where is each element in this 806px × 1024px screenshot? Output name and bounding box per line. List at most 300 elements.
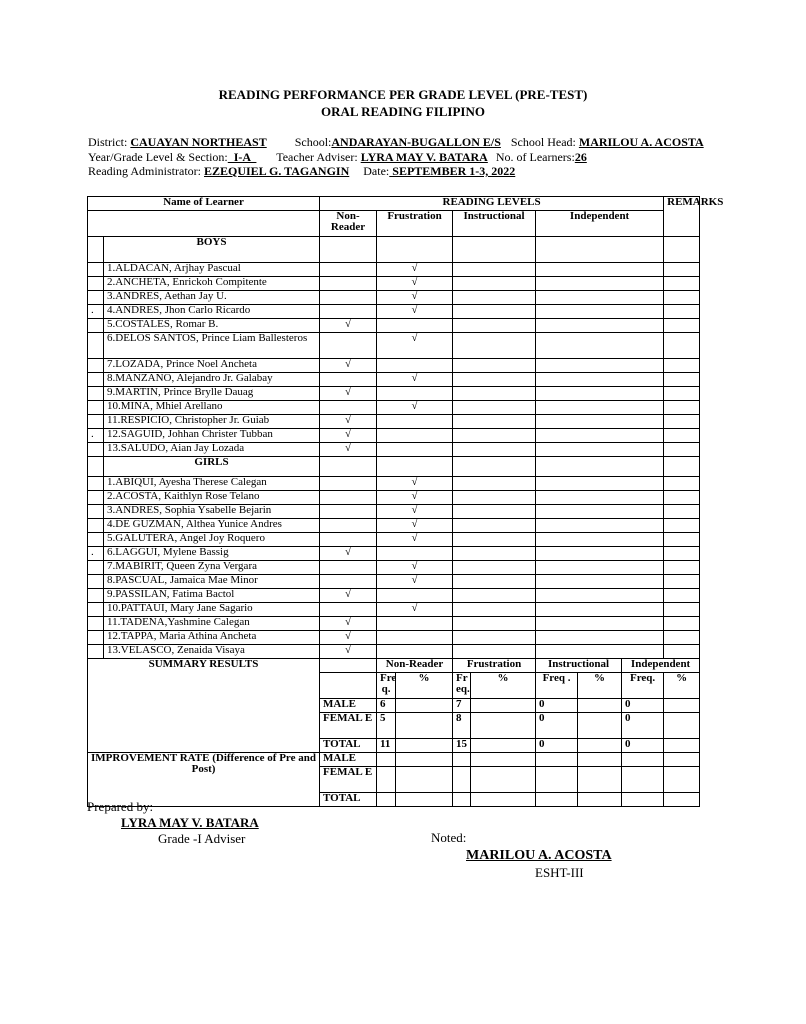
summary-percent-value <box>578 739 622 753</box>
summary-freq-value: 11 <box>377 739 396 753</box>
learner-row <box>88 401 700 415</box>
independent-cell <box>536 277 664 291</box>
instructional-cell <box>453 263 536 277</box>
summary-row-label: TOTAL <box>320 739 377 753</box>
learner-row <box>88 277 700 291</box>
date-label: Date: <box>363 164 390 178</box>
independent-summary-header: Independent <box>622 659 700 673</box>
check-mark: √ <box>377 477 453 491</box>
improvement-cell <box>453 753 471 767</box>
grade-label: Year/Grade Level & Section: <box>88 150 228 164</box>
learner-row <box>88 291 700 305</box>
learner-mark <box>88 387 104 401</box>
independent-cell <box>536 547 664 561</box>
summary-freq-value: 5 <box>377 713 396 739</box>
adviser-signature-name: LYRA MAY V. BATARA <box>121 815 259 830</box>
frustration-cell <box>377 387 453 401</box>
check-mark: √ <box>320 589 377 603</box>
improvement-cell <box>578 793 622 807</box>
instructional-cell <box>453 443 536 457</box>
check-mark: √ <box>377 533 453 547</box>
instructional-cell <box>453 645 536 659</box>
remarks-cell <box>664 617 700 631</box>
learner-name: 12.SAGUID, Johhan Christer Tubban <box>104 429 320 443</box>
check-mark: √ <box>377 373 453 387</box>
learner-mark <box>88 589 104 603</box>
learner-name: 8.PASCUAL, Jamaica Mae Minor <box>104 575 320 589</box>
info-line-grade <box>88 150 587 165</box>
boys-section-label: BOYS <box>104 237 320 263</box>
independent-cell <box>536 561 664 575</box>
summary-percent-value <box>396 739 453 753</box>
summary-freq-value: 15 <box>453 739 471 753</box>
learner-row <box>88 429 700 443</box>
summary-percent-value <box>396 699 453 713</box>
remarks-cell <box>664 387 700 401</box>
improvement-row-label: FEMAL E <box>320 767 377 793</box>
learner-name: 4.DE GUZMAN, Althea Yunice Andres <box>104 519 320 533</box>
improvement-cell <box>377 793 396 807</box>
learner-row <box>88 333 700 359</box>
learner-row <box>88 561 700 575</box>
independent-cell <box>536 429 664 443</box>
non-reader-cell <box>320 561 377 575</box>
instructional-cell <box>453 603 536 617</box>
remarks-cell <box>664 443 700 457</box>
check-mark: √ <box>320 443 377 457</box>
adviser-value: LYRA MAY V. BATARA <box>360 150 488 164</box>
instructional-cell <box>453 505 536 519</box>
remarks-cell <box>664 359 700 373</box>
freq-header: Fre q. <box>377 673 396 699</box>
name-header-spacer <box>88 211 320 237</box>
learner-name: 10.MINA, Mhiel Arellano <box>104 401 320 415</box>
instructional-cell <box>453 477 536 491</box>
learner-mark <box>88 561 104 575</box>
learner-name: 6.DELOS SANTOS, Prince Liam Ballesteros <box>104 333 320 359</box>
learner-row <box>88 359 700 373</box>
check-mark: √ <box>320 415 377 429</box>
independent-cell <box>536 263 664 277</box>
summary-freq-value: 0 <box>536 713 578 739</box>
learner-name: 8.MANZANO, Alejandro Jr. Galabay <box>104 373 320 387</box>
learner-row <box>88 491 700 505</box>
independent-cell <box>536 533 664 547</box>
improvement-cell <box>664 753 700 767</box>
learner-mark <box>88 415 104 429</box>
girls-section-label: GIRLS <box>104 457 320 477</box>
learner-mark <box>88 263 104 277</box>
learner-name: 11.TADENA,Yashmine Calegan <box>104 617 320 631</box>
learner-mark <box>88 491 104 505</box>
improvement-cell <box>622 793 664 807</box>
independent-cell <box>536 305 664 319</box>
percent-header: % <box>664 673 700 699</box>
summary-freq-value: 0 <box>622 739 664 753</box>
remarks-cell <box>664 429 700 443</box>
check-mark: √ <box>320 547 377 561</box>
learner-row <box>88 477 700 491</box>
summary-freq-value: 8 <box>453 713 471 739</box>
learner-name: 1.ALDACAN, Arjhay Pascual <box>104 263 320 277</box>
improvement-cell <box>396 793 453 807</box>
learner-row <box>88 617 700 631</box>
remarks-cell <box>664 291 700 305</box>
frustration-header: Frustration <box>377 211 453 237</box>
learner-name: 2.ACOSTA, Kaithlyn Rose Telano <box>104 491 320 505</box>
instructional-cell <box>453 305 536 319</box>
check-mark: √ <box>377 263 453 277</box>
improvement-cell <box>471 767 536 793</box>
frustration-cell <box>377 429 453 443</box>
summary-results-label: SUMMARY RESULTS <box>88 659 320 753</box>
check-mark: √ <box>320 645 377 659</box>
improvement-cell <box>664 793 700 807</box>
remarks-cell <box>664 477 700 491</box>
learner-mark <box>88 617 104 631</box>
remarks-cell <box>664 575 700 589</box>
non-reader-cell <box>320 603 377 617</box>
remarks-cell <box>664 415 700 429</box>
improvement-cell <box>453 767 471 793</box>
check-mark: √ <box>320 359 377 373</box>
learner-mark: . <box>88 547 104 561</box>
learner-mark <box>88 319 104 333</box>
instructional-cell <box>453 359 536 373</box>
improvement-cell <box>622 753 664 767</box>
learner-name: 3.ANDRES, Sophia Ysabelle Bejarin <box>104 505 320 519</box>
summary-freq-value: 6 <box>377 699 396 713</box>
improvement-cell <box>578 767 622 793</box>
frustration-summary-header: Frustration <box>453 659 536 673</box>
summary-percent-value <box>471 699 536 713</box>
non-reader-cell <box>320 373 377 387</box>
learner-mark <box>88 359 104 373</box>
learner-mark: . <box>88 305 104 319</box>
learner-row <box>88 263 700 277</box>
instructional-cell <box>453 547 536 561</box>
freq-header: Freq. <box>622 673 664 699</box>
independent-cell <box>536 387 664 401</box>
prepared-by-label: Prepared by: <box>87 799 154 814</box>
independent-cell <box>536 373 664 387</box>
improvement-row <box>88 753 700 767</box>
remarks-cell <box>664 533 700 547</box>
learner-name: 12.TAPPA, Maria Athina Ancheta <box>104 631 320 645</box>
remarks-header: REMARKS <box>664 197 700 237</box>
remarks-cell <box>664 561 700 575</box>
improvement-cell <box>377 753 396 767</box>
non-reader-summary-header: Non-Reader <box>377 659 453 673</box>
admin-value: EZEQUIEL G. TAGANGIN <box>204 164 350 178</box>
improvement-cell <box>471 793 536 807</box>
check-mark: √ <box>377 603 453 617</box>
independent-cell <box>536 333 664 359</box>
instructional-cell <box>453 333 536 359</box>
check-mark: √ <box>377 491 453 505</box>
learners-label: No. of Learners: <box>495 150 575 164</box>
non-reader-cell <box>320 519 377 533</box>
info-line-admin <box>88 164 515 179</box>
report-title: READING PERFORMANCE PER GRADE LEVEL (PRE-TEST) <box>218 87 588 102</box>
summary-percent-value <box>664 699 700 713</box>
summary-percent-value <box>471 739 536 753</box>
reading-levels-header: READING LEVELS <box>320 197 664 211</box>
independent-cell <box>536 645 664 659</box>
frustration-cell <box>377 645 453 659</box>
improvement-cell <box>377 767 396 793</box>
improvement-cell <box>396 753 453 767</box>
check-mark: √ <box>320 631 377 645</box>
improvement-cell <box>578 753 622 767</box>
learner-mark <box>88 645 104 659</box>
remarks-cell <box>664 319 700 333</box>
summary-percent-value <box>664 739 700 753</box>
non-reader-cell <box>320 533 377 547</box>
non-reader-cell <box>320 575 377 589</box>
non-reader-cell <box>320 305 377 319</box>
remarks-cell <box>664 519 700 533</box>
learner-mark: . <box>88 429 104 443</box>
independent-cell <box>536 359 664 373</box>
independent-cell <box>536 589 664 603</box>
learner-mark <box>88 603 104 617</box>
learner-row <box>88 319 700 333</box>
learner-row <box>88 603 700 617</box>
remarks-cell <box>664 373 700 387</box>
summary-percent-value <box>664 713 700 739</box>
instructional-cell <box>453 533 536 547</box>
non-reader-cell <box>320 505 377 519</box>
school-head-signature-title: ESHT-III <box>535 865 584 880</box>
check-mark: √ <box>377 575 453 589</box>
non-reader-header: Non-Reader <box>320 211 377 237</box>
check-mark: √ <box>320 429 377 443</box>
learner-row <box>88 589 700 603</box>
non-reader-cell <box>320 491 377 505</box>
learner-name: 7.LOZADA, Prince Noel Ancheta <box>104 359 320 373</box>
independent-cell <box>536 291 664 305</box>
learner-name: 2.ANCHETA, Enrickoh Compitente <box>104 277 320 291</box>
info-line-district <box>88 135 704 150</box>
freq-header: Freq . <box>536 673 578 699</box>
grade-value: I-A <box>227 150 257 164</box>
frustration-cell <box>377 617 453 631</box>
independent-cell <box>536 575 664 589</box>
learner-mark <box>88 443 104 457</box>
non-reader-cell <box>320 401 377 415</box>
summary-row-label: FEMAL E <box>320 713 377 739</box>
boys-mark-cell <box>88 237 104 263</box>
girls-mark-cell <box>88 457 104 477</box>
learner-name: 9.PASSILAN, Fatima Bactol <box>104 589 320 603</box>
learner-row <box>88 547 700 561</box>
learner-row <box>88 519 700 533</box>
independent-cell <box>536 617 664 631</box>
admin-label: Reading Administrator: <box>88 164 204 178</box>
improvement-cell <box>536 753 578 767</box>
frustration-cell <box>377 443 453 457</box>
district-label: District: <box>88 135 131 149</box>
non-reader-cell <box>320 333 377 359</box>
improvement-row-label: MALE <box>320 753 377 767</box>
instructional-summary-header: Instructional <box>536 659 622 673</box>
remarks-cell <box>664 505 700 519</box>
non-reader-cell <box>320 263 377 277</box>
summary-percent-value <box>396 713 453 739</box>
learner-row <box>88 575 700 589</box>
remarks-cell <box>664 547 700 561</box>
frustration-cell <box>377 631 453 645</box>
check-mark: √ <box>377 505 453 519</box>
instructional-cell <box>453 373 536 387</box>
instructional-cell <box>453 561 536 575</box>
school-head-signature-name: MARILOU A. ACOSTA <box>466 848 612 863</box>
check-mark: √ <box>377 519 453 533</box>
independent-cell <box>536 519 664 533</box>
instructional-cell <box>453 415 536 429</box>
school-value: ANDARAYAN-BUGALLON E/S <box>331 135 501 149</box>
check-mark: √ <box>320 617 377 631</box>
independent-cell <box>536 319 664 333</box>
instructional-cell <box>453 519 536 533</box>
independent-cell <box>536 631 664 645</box>
learner-name: 4.ANDRES, Jhon Carlo Ricardo <box>104 305 320 319</box>
independent-cell <box>536 477 664 491</box>
independent-cell <box>536 415 664 429</box>
reading-levels-table <box>87 196 724 807</box>
frustration-cell <box>377 415 453 429</box>
learner-row <box>88 533 700 547</box>
school-head-label: School Head: <box>510 135 579 149</box>
learner-name: 9.MARTIN, Prince Brylle Dauag <box>104 387 320 401</box>
learner-mark <box>88 533 104 547</box>
name-of-learner-header: Name of Learner <box>88 197 320 211</box>
date-value: SEPTEMBER 1-3, 2022 <box>389 164 516 178</box>
instructional-cell <box>453 291 536 305</box>
freq-header: Fr eq. <box>453 673 471 699</box>
learner-mark <box>88 477 104 491</box>
instructional-cell <box>453 631 536 645</box>
remarks-cell <box>664 333 700 359</box>
learner-mark <box>88 631 104 645</box>
learner-mark <box>88 401 104 415</box>
improvement-cell <box>471 753 536 767</box>
improvement-cell <box>664 767 700 793</box>
learner-mark <box>88 575 104 589</box>
learner-name: 13.SALUDO, Aian Jay Lozada <box>104 443 320 457</box>
learners-value: 26 <box>574 150 587 164</box>
learner-name: 5.GALUTERA, Angel Joy Roquero <box>104 533 320 547</box>
learner-name: 6.LAGGUI, Mylene Bassig <box>104 547 320 561</box>
learner-row <box>88 387 700 401</box>
remarks-cell <box>664 401 700 415</box>
school-head-value: MARILOU A. ACOSTA <box>578 135 704 149</box>
learner-row <box>88 415 700 429</box>
learner-row <box>88 631 700 645</box>
summary-percent-value <box>471 713 536 739</box>
independent-cell <box>536 505 664 519</box>
instructional-cell <box>453 491 536 505</box>
learner-name: 5.COSTALES, Romar B. <box>104 319 320 333</box>
learner-mark <box>88 277 104 291</box>
check-mark: √ <box>377 291 453 305</box>
learner-name: 3.ANDRES, Aethan Jay U. <box>104 291 320 305</box>
independent-cell <box>536 443 664 457</box>
instructional-cell <box>453 319 536 333</box>
learner-name: 7.MABIRIT, Queen Zyna Vergara <box>104 561 320 575</box>
check-mark: √ <box>377 277 453 291</box>
summary-freq-value: 0 <box>536 739 578 753</box>
summary-freq-value: 7 <box>453 699 471 713</box>
learner-mark <box>88 333 104 359</box>
learner-mark <box>88 519 104 533</box>
check-mark: √ <box>377 305 453 319</box>
non-reader-cell <box>320 477 377 491</box>
check-mark: √ <box>377 561 453 575</box>
instructional-header: Instructional <box>453 211 536 237</box>
remarks-cell <box>664 305 700 319</box>
learner-row <box>88 443 700 457</box>
learner-row <box>88 645 700 659</box>
improvement-cell <box>396 767 453 793</box>
learner-mark <box>88 505 104 519</box>
independent-cell <box>536 401 664 415</box>
summary-percent-value <box>578 713 622 739</box>
summary-freq-value: 0 <box>622 699 664 713</box>
learner-name: 11.RESPICIO, Christopher Jr. Guiab <box>104 415 320 429</box>
instructional-cell <box>453 617 536 631</box>
independent-header: Independent <box>536 211 664 237</box>
percent-header: % <box>471 673 536 699</box>
instructional-cell <box>453 277 536 291</box>
summary-percent-value <box>578 699 622 713</box>
frustration-cell <box>377 589 453 603</box>
instructional-cell <box>453 387 536 401</box>
summary-freq-value: 0 <box>622 713 664 739</box>
learner-name: 10.PATTAUI, Mary Jane Sagario <box>104 603 320 617</box>
check-mark: √ <box>377 401 453 415</box>
adviser-label: Teacher Adviser: <box>276 150 361 164</box>
instructional-cell <box>453 401 536 415</box>
remarks-cell <box>664 491 700 505</box>
improvement-cell <box>622 767 664 793</box>
improvement-cell <box>536 793 578 807</box>
learner-row <box>88 305 700 319</box>
improvement-rate-label: IMPROVEMENT RATE (Difference of Pre and Post) <box>88 753 320 807</box>
frustration-cell <box>377 359 453 373</box>
check-mark: √ <box>320 387 377 401</box>
remarks-cell <box>664 263 700 277</box>
remarks-cell <box>664 589 700 603</box>
learner-row <box>88 505 700 519</box>
frustration-cell <box>377 547 453 561</box>
non-reader-cell <box>320 277 377 291</box>
check-mark: √ <box>320 319 377 333</box>
learner-name: 13.VELASCO, Zenaida Visaya <box>104 645 320 659</box>
noted-label: Noted: <box>431 830 467 845</box>
district-value: CAUAYAN NORTHEAST <box>130 135 267 149</box>
summary-freq-value: 0 <box>536 699 578 713</box>
percent-header: % <box>578 673 622 699</box>
school-label: School: <box>294 135 332 149</box>
independent-cell <box>536 491 664 505</box>
remarks-cell <box>664 277 700 291</box>
summary-row-label: MALE <box>320 699 377 713</box>
instructional-cell <box>453 589 536 603</box>
improvement-cell <box>453 793 471 807</box>
frustration-cell <box>377 319 453 333</box>
